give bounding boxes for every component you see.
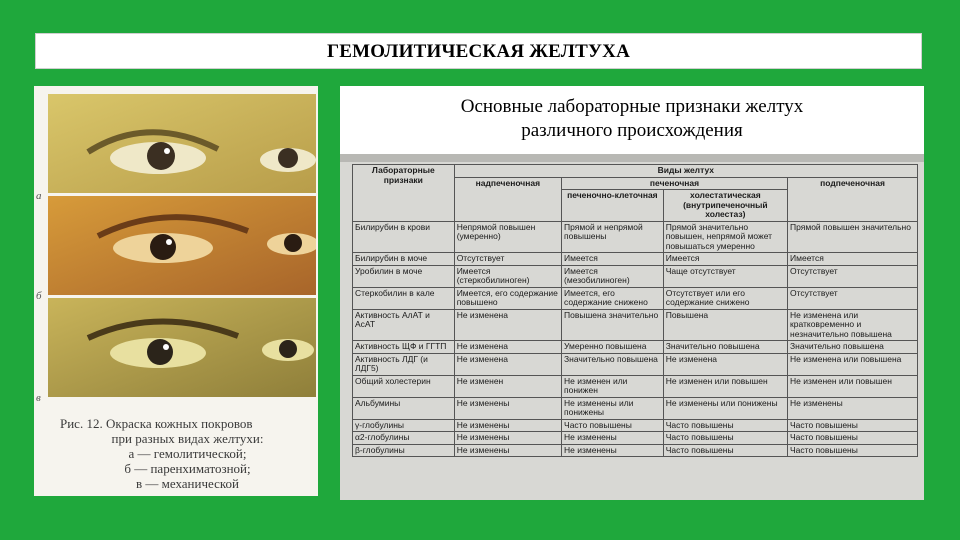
- figure-marker-a: а: [36, 190, 42, 202]
- table-cell: Отсутствует или его содержание снижено: [663, 287, 787, 309]
- table-cell: Не изменен: [454, 375, 561, 397]
- eye-photo-a: [48, 94, 316, 193]
- table-cell: Не изменены или понижены: [562, 397, 664, 419]
- table-cell: Не изменена: [454, 309, 561, 341]
- figure-caption: [60, 416, 315, 491]
- table-cell: Имеется (мезобилиноген): [562, 265, 664, 287]
- table-row: [353, 419, 918, 432]
- row-label: Активность ЛДГ (и ЛДГ5): [353, 353, 455, 375]
- row-label: γ-глобулины: [353, 419, 455, 432]
- row-label: Билирубин в моче: [353, 253, 455, 266]
- table-row: [353, 397, 918, 419]
- table-cell: Не изменена или кратковременно и незначительно повышена: [788, 309, 918, 341]
- table-heading-line2: различного происхождения: [521, 120, 743, 141]
- table-cell: Отсутствует: [454, 253, 561, 266]
- table-heading-line1: Основные лабораторные признаки желтух: [460, 96, 804, 117]
- th-col-2: холестатическая (внутрипеченочный холестаз): [663, 190, 787, 222]
- table-row: [353, 309, 918, 341]
- table-cell: Значительно повышена: [663, 341, 787, 354]
- row-label: Альбумины: [353, 397, 455, 419]
- caption-line: при разных видах желтухи:: [111, 431, 264, 446]
- table-cell: Часто повышены: [788, 419, 918, 432]
- scan-edge: [340, 154, 924, 162]
- caption-line: б — паренхиматозной;: [124, 461, 251, 476]
- table-row: [353, 444, 918, 457]
- table-cell: Значительно повышена: [788, 341, 918, 354]
- table-cell: Имеется: [663, 253, 787, 266]
- table-row: [353, 353, 918, 375]
- table-row: [353, 432, 918, 445]
- table-cell: Не изменены или понижены: [663, 397, 787, 419]
- th-lab-signs: Лабораторные признаки: [353, 165, 455, 222]
- table-cell: Прямой и непрямой повышены: [562, 221, 664, 253]
- table-cell: Прямой повышен значительно: [788, 221, 918, 253]
- row-label: Билирубин в крови: [353, 221, 455, 253]
- table-cell: Не изменен или повышен: [663, 375, 787, 397]
- table-cell: Отсутствует: [788, 287, 918, 309]
- eye-figure-panel: [34, 86, 318, 496]
- eye-photo-b: [48, 196, 316, 295]
- slide-title: ГЕМОЛИТИЧЕСКАЯ ЖЕЛТУХА: [326, 41, 631, 62]
- th-col-0: надпеченочная: [454, 177, 561, 221]
- table-cell: Отсутствует: [788, 265, 918, 287]
- table-cell: Не изменен или понижен: [562, 375, 664, 397]
- table-cell: Повышена значительно: [562, 309, 664, 341]
- slide-title-box: [35, 33, 922, 69]
- row-label: Стеркобилин в кале: [353, 287, 455, 309]
- table-cell: Не изменены: [454, 397, 561, 419]
- table-cell: Не изменены: [454, 444, 561, 457]
- table-cell: Имеется, его содержание снижено: [562, 287, 664, 309]
- table-cell: Часто повышены: [788, 444, 918, 457]
- table-cell: Имеется: [788, 253, 918, 266]
- table-cell: Значительно повышена: [562, 353, 664, 375]
- row-label: Активность АлАТ и АсАТ: [353, 309, 455, 341]
- table-cell: Не изменена или повышена: [788, 353, 918, 375]
- row-label: α2-глобулины: [353, 432, 455, 445]
- table-cell: Часто повышены: [663, 432, 787, 445]
- th-types: Виды желтух: [454, 165, 917, 178]
- caption-line: а — гемолитической;: [128, 446, 247, 461]
- table-cell: Непрямой повышен (умеренно): [454, 221, 561, 253]
- table-cell: Не изменены: [454, 432, 561, 445]
- row-label: Общий холестерин: [353, 375, 455, 397]
- table-row: [353, 221, 918, 253]
- table-cell: Прямой значительно повышен, непрямой может повышаться умеренно: [663, 221, 787, 253]
- table-cell: Не изменены: [454, 419, 561, 432]
- table-heading-box: [340, 86, 924, 154]
- table-row: [353, 253, 918, 266]
- eye-photo-c: [48, 298, 316, 397]
- lab-signs-table: [352, 164, 918, 457]
- table-row: [353, 375, 918, 397]
- row-label: β-глобулины: [353, 444, 455, 457]
- table-cell: Часто повышены: [788, 432, 918, 445]
- table-row: [353, 341, 918, 354]
- table-cell: Не изменена: [454, 353, 561, 375]
- figure-marker-c: в: [36, 392, 41, 404]
- table-cell: Часто повышены: [562, 419, 664, 432]
- table-cell: Имеется, его содержание повышено: [454, 287, 561, 309]
- table-cell: Умеренно повышена: [562, 341, 664, 354]
- th-col-3: подпеченочная: [788, 177, 918, 221]
- figure-marker-b: б: [36, 290, 42, 302]
- table-cell: Чаще отсутствует: [663, 265, 787, 287]
- table-row: [353, 265, 918, 287]
- th-col-1: печеночно-клеточная: [562, 190, 664, 222]
- table-cell: Не изменена: [454, 341, 561, 354]
- caption-line: Рис. 12. Окраска кожных покровов: [60, 416, 253, 431]
- table-cell: Не изменены: [562, 432, 664, 445]
- table-cell: Повышена: [663, 309, 787, 341]
- caption-line: в — механической: [136, 476, 239, 491]
- table-cell: Имеется (стеркобилиноген): [454, 265, 561, 287]
- row-label: Уробилин в моче: [353, 265, 455, 287]
- lab-table-scan: [340, 154, 924, 500]
- table-cell: Не изменен или повышен: [788, 375, 918, 397]
- table-cell: Часто повышены: [663, 419, 787, 432]
- table-row: [353, 287, 918, 309]
- table-cell: Не изменены: [788, 397, 918, 419]
- row-label: Активность ЩФ и ГГТП: [353, 341, 455, 354]
- table-cell: Часто повышены: [663, 444, 787, 457]
- table-cell: Имеется: [562, 253, 664, 266]
- table-cell: Не изменены: [562, 444, 664, 457]
- th-hepatic: печеночная: [562, 177, 788, 190]
- table-cell: Не изменена: [663, 353, 787, 375]
